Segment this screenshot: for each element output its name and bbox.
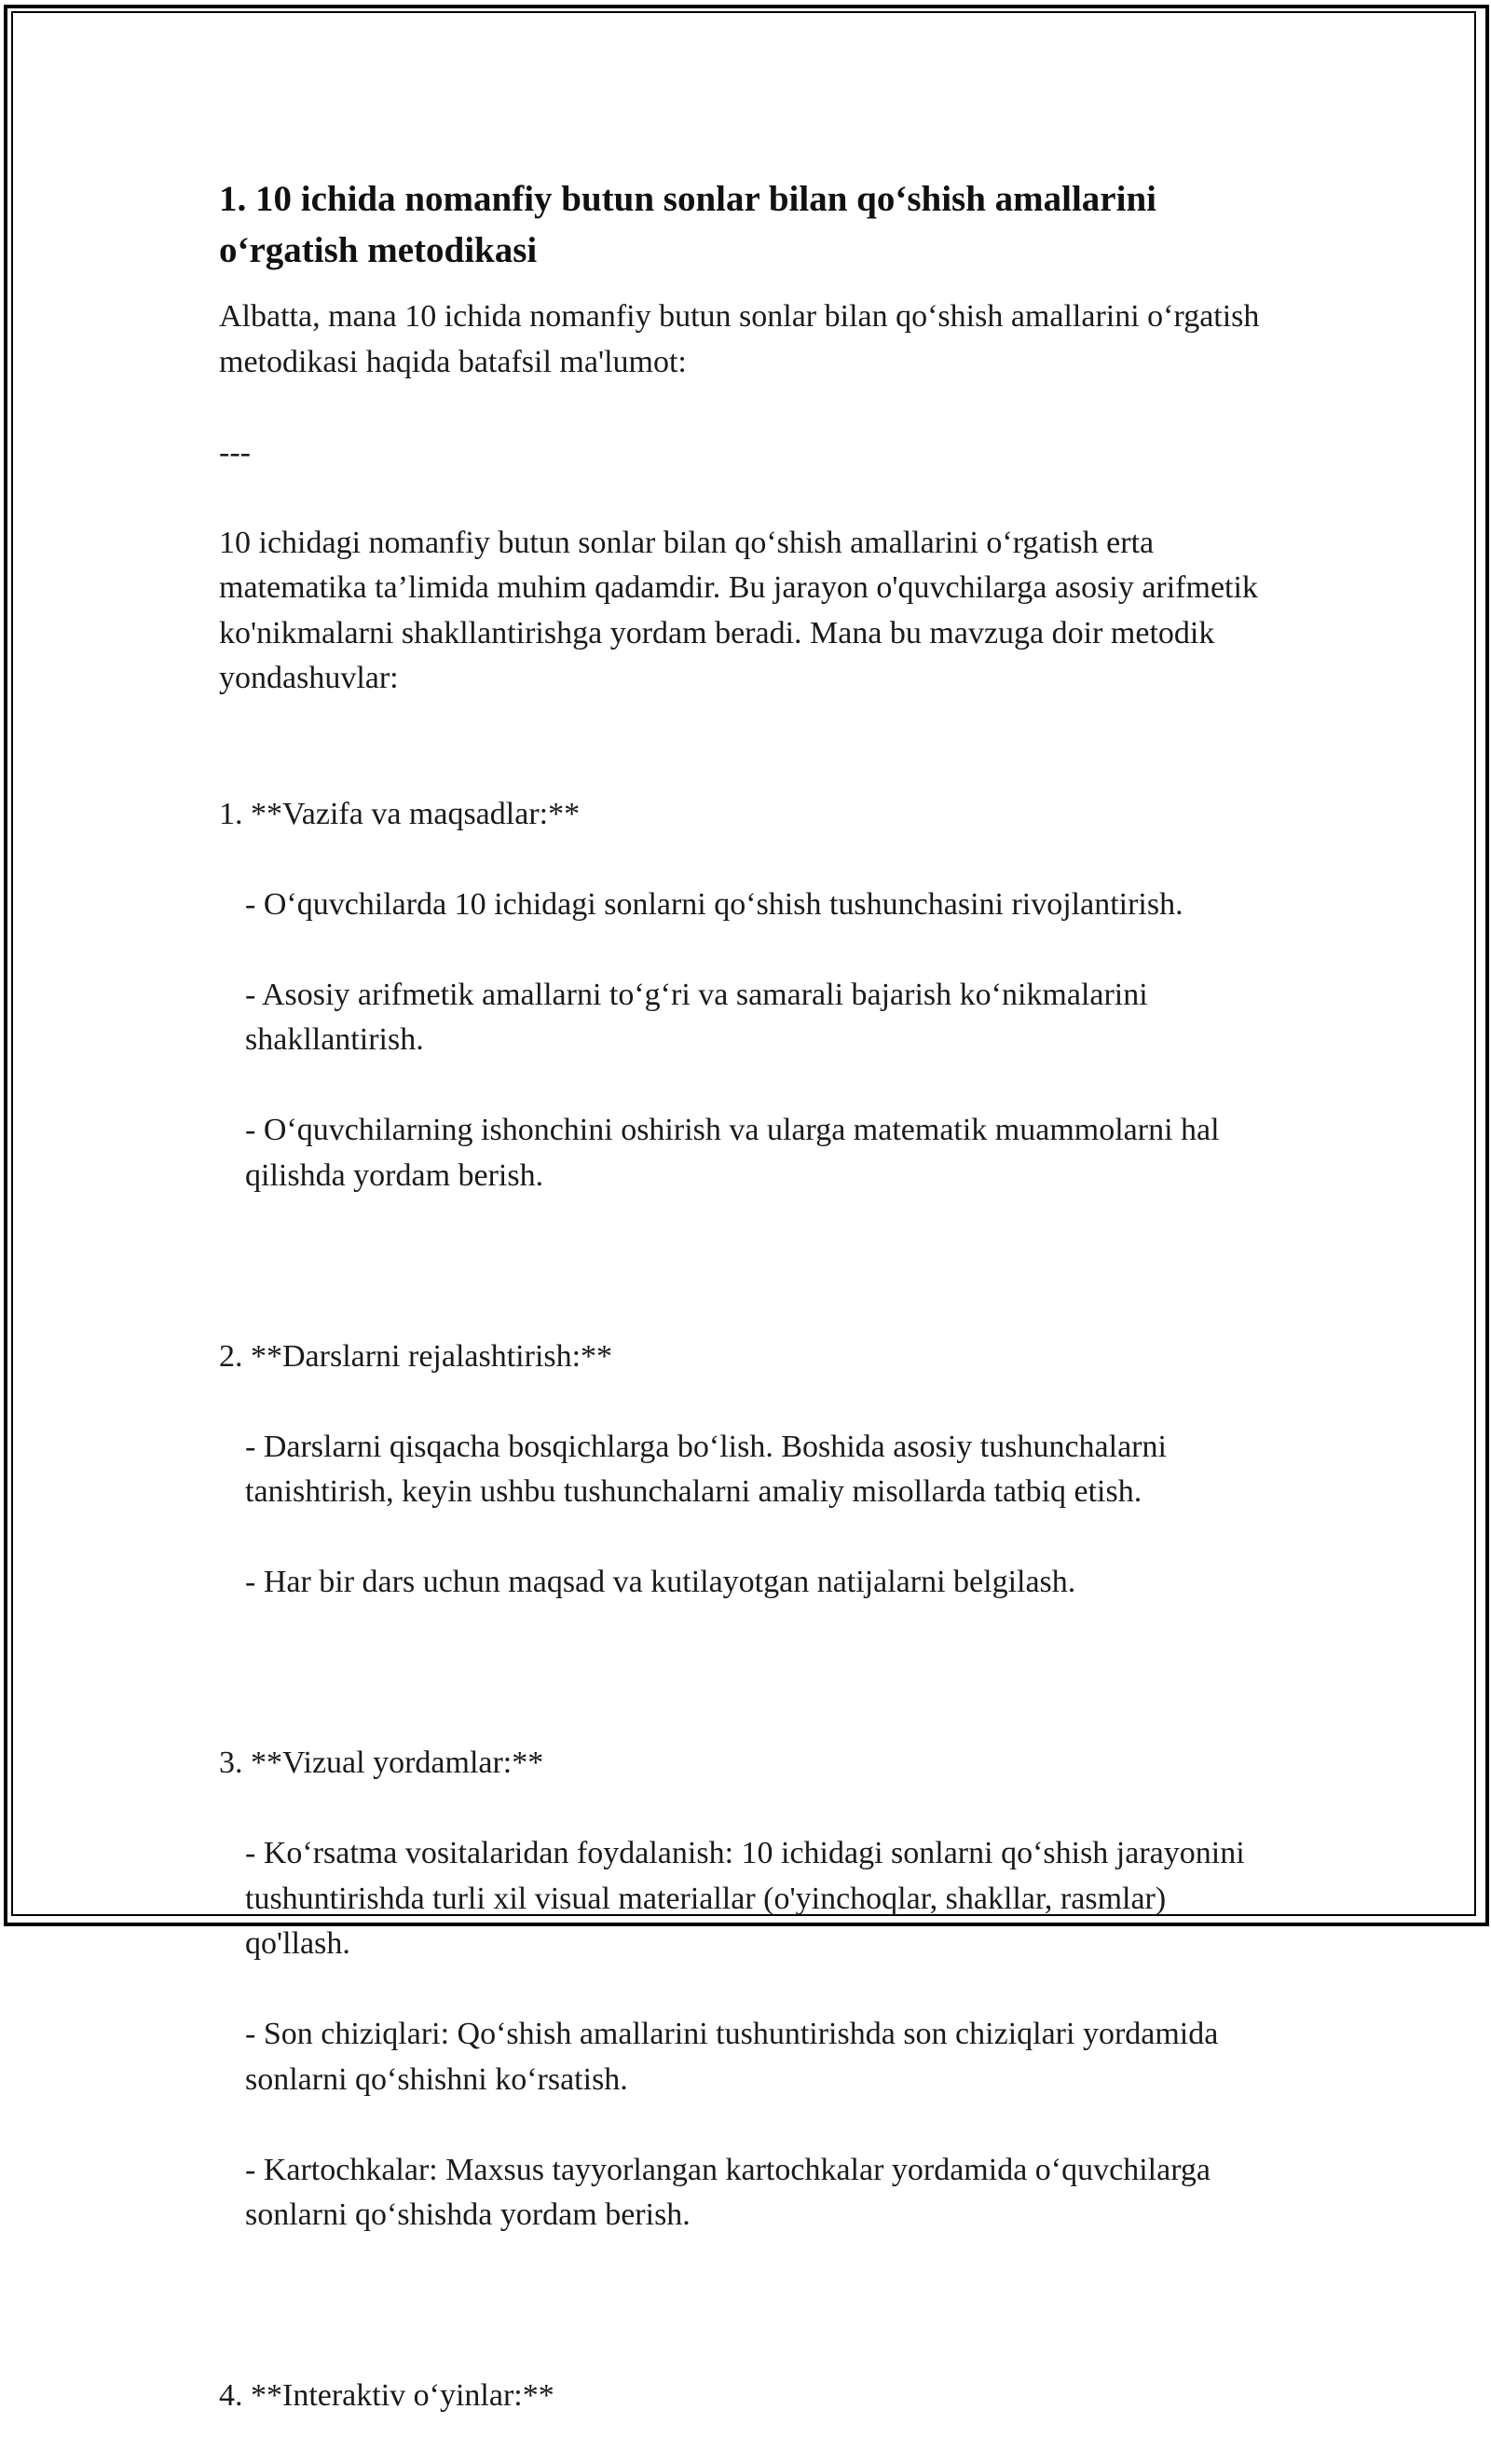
section-heading: 1. **Vazifa va maqsadlar:** [219, 792, 1272, 838]
list-item: - O‘quvchilarning ishonchini oshirish va ularga matematik muammolarni hal qilishda yordam berish. [219, 1108, 1272, 1198]
section-heading: 2. **Darslarni rejalashtirish:** [219, 1335, 1272, 1380]
list-item: - Darslarni qisqacha bosqichlarga bo‘lish. Boshida asosiy tushunchalarni tanishtirish, keyin ushbu tushunchalarni amaliy misollarda tatbiq etish. [219, 1425, 1272, 1515]
list-item: - Asosiy arifmetik amallarni to‘g‘ri va samarali bajarish ko‘nikmalarini shakllantirish. [219, 973, 1272, 1063]
document-title: 1. 10 ichida nomanfiy butun sonlar bilan qo‘shish amallarini o‘rgatish metodikasi [219, 173, 1272, 276]
list-item: - Son chiziqlari: Qo‘shish amallarini tushuntirishda son chiziqlari yordamida sonlarni qo‘shishni ko‘rsatish. [219, 2012, 1272, 2102]
section-heading: 4. **Interaktiv o‘yinlar:** [219, 2374, 1272, 2419]
document-body [219, 173, 1272, 2464]
section-interactive-games [219, 2329, 1272, 2464]
list-item: - Kartochkalar: Maxsus tayyorlangan kartochkalar yordamida o‘quvchilarga sonlarni qo‘shishda yordam berish. [219, 2148, 1272, 2238]
section-heading: 3. **Vizual yordamlar:** [219, 1741, 1272, 1786]
section-goals [219, 746, 1272, 1244]
list-item: - Har bir dars uchun maqsad va kutilayotgan natijalarni belgilash. [219, 1560, 1272, 1606]
section-lesson-planning [219, 1289, 1272, 1650]
list-item: - O‘quvchilarda 10 ichidagi sonlarni qo‘shish tushunchasini rivojlantirish. [219, 883, 1272, 928]
overview-paragraph: 10 ichidagi nomanfiy butun sonlar bilan qo‘shish amallarini o‘rgatish erta matematika ta’limida muhim qadamdir. Bu jarayon o'quvchilarga asosiy arifmetik ko'nikmalarni shakllantirishga yordam beradi. Mana bu mavzuga doir metodik yondashuvlar: [219, 521, 1272, 702]
section-visual-aids [219, 1696, 1272, 2284]
intro-paragraph: Albatta, mana 10 ichida nomanfiy butun sonlar bilan qo‘shish amallarini o‘rgatish metodikasi haqida batafsil ma'lumot: [219, 294, 1272, 385]
list-item: - Ko‘rsatma vositalaridan foydalanish: 10 ichidagi sonlarni qo‘shish jarayonini tushuntirishda turli xil visual materiallar (o'yinchoqlar, shakllar, rasmlar) qo'llash. [219, 1831, 1272, 1967]
separator-line: --- [219, 431, 1272, 476]
